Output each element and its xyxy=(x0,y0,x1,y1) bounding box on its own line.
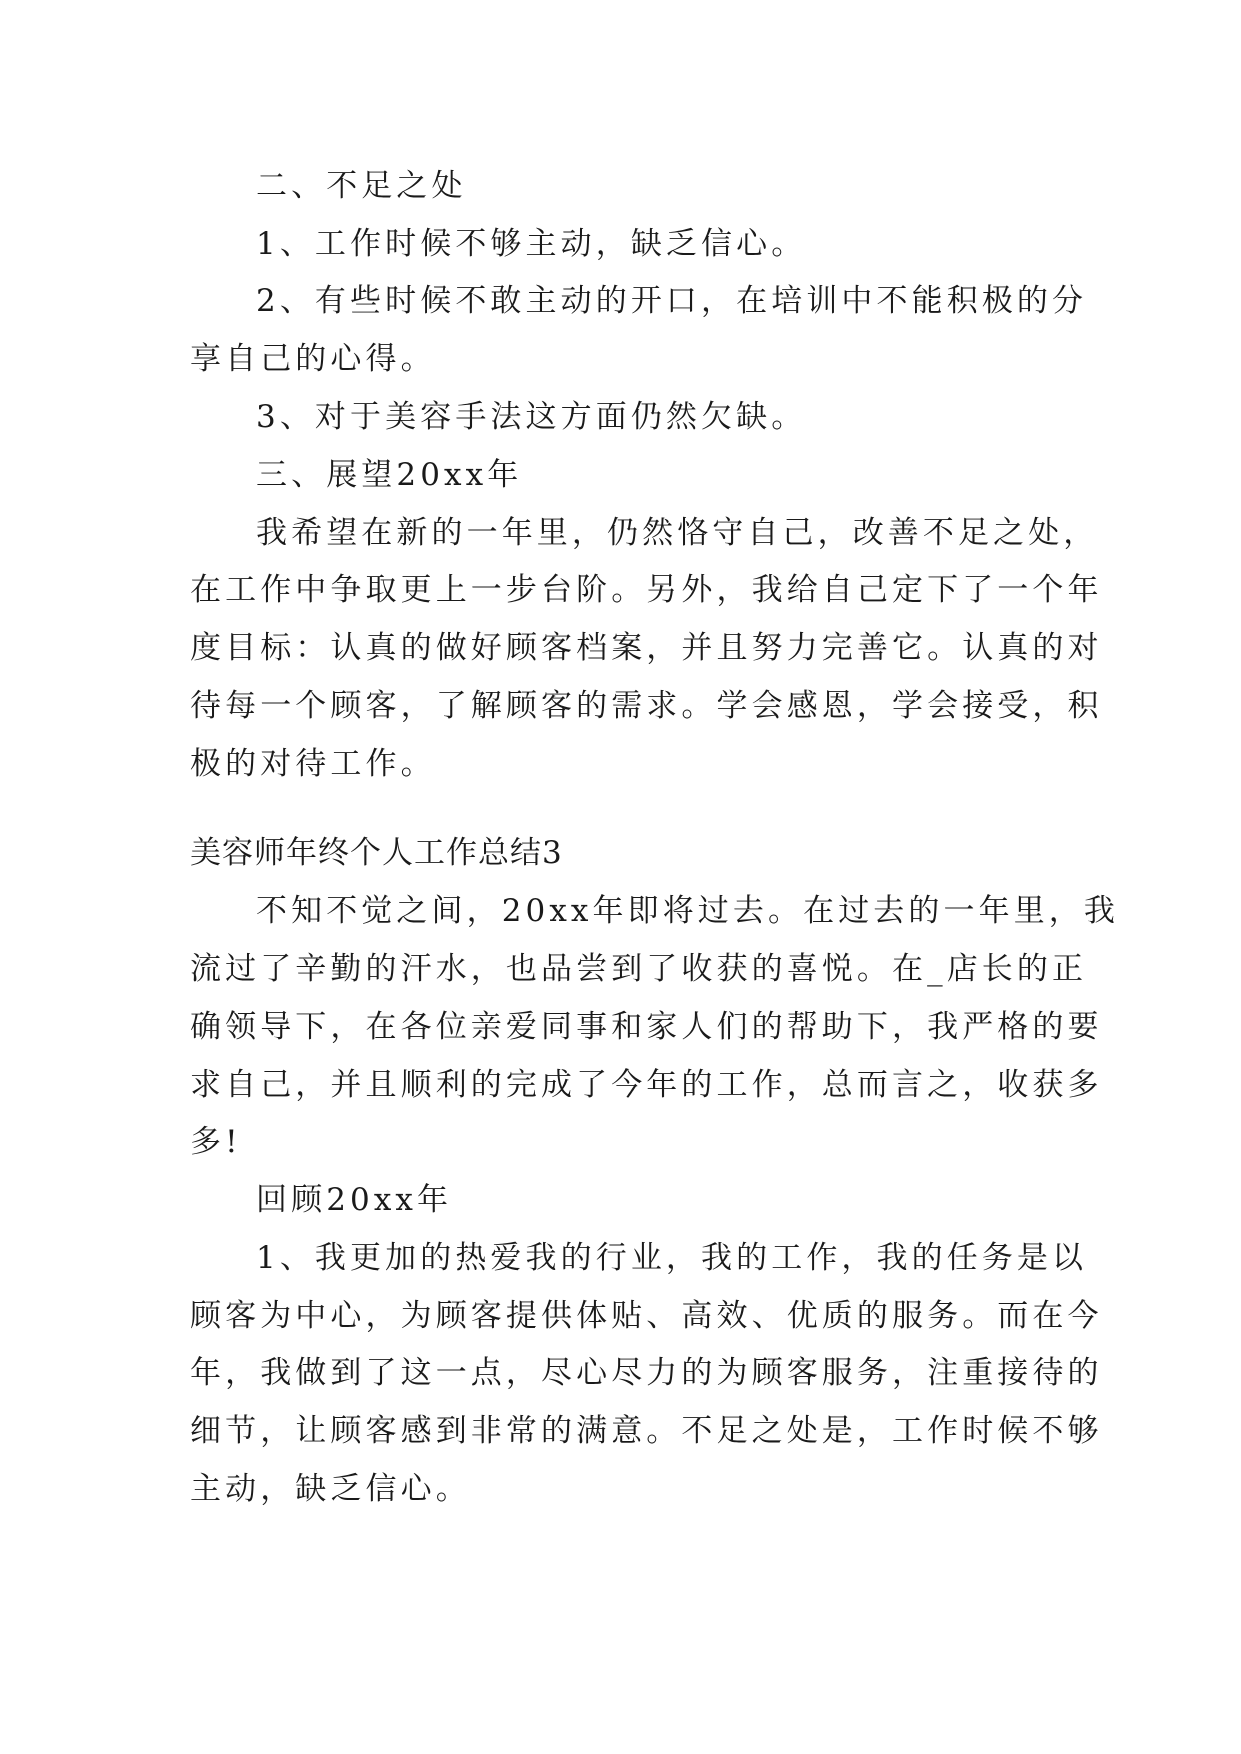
paragraph-line: 多! xyxy=(190,1124,242,1160)
paragraph-line: 确领导下，在各位亲爱同事和家人们的帮助下，我严格的要 xyxy=(190,1009,1103,1045)
paragraph-line: 3、对于美容手法这方面仍然欠缺。 xyxy=(256,399,807,435)
paragraph-line: 1、工作时候不够主动，缺乏信心。 xyxy=(256,226,807,262)
paragraph-line: 求自己，并且顺利的完成了今年的工作，总而言之，收获多 xyxy=(190,1067,1103,1103)
section-heading-review: 回顾20xx年 xyxy=(256,1182,453,1218)
paragraph-line: 2、有些时候不敢主动的开口，在培训中不能积极的分 xyxy=(256,283,1088,319)
paragraph-line: 不知不觉之间，20xx年即将过去。在过去的一年里，我 xyxy=(256,893,1120,929)
section-heading-outlook: 三、展望20xx年 xyxy=(256,457,523,493)
paragraph-line: 在工作中争取更上一步台阶。另外，我给自己定下了一个年 xyxy=(190,572,1103,608)
paragraph-line: 主动，缺乏信心。 xyxy=(190,1471,471,1507)
paragraph-line: 极的对待工作。 xyxy=(190,746,436,782)
paragraph-line: 享自己的心得。 xyxy=(190,341,436,377)
paragraph-line: 我希望在新的一年里，仍然恪守自己，改善不足之处， xyxy=(256,515,1099,551)
paragraph-line: 年，我做到了这一点，尽心尽力的为顾客服务，注重接待的 xyxy=(190,1355,1103,1391)
document-title: 美容师年终个人工作总结3 xyxy=(190,835,563,871)
paragraph-line: 待每一个顾客，了解顾客的需求。学会感恩，学会接受，积 xyxy=(190,688,1103,724)
paragraph-line: 度目标：认真的做好顾客档案，并且努力完善它。认真的对 xyxy=(190,630,1103,666)
paragraph-line: 顾客为中心，为顾客提供体贴、高效、优质的服务。而在今 xyxy=(190,1298,1103,1334)
section-heading-shortcomings: 二、不足之处 xyxy=(256,168,467,204)
paragraph-line: 流过了辛勤的汗水，也品尝到了收获的喜悦。在_店长的正 xyxy=(190,951,1088,987)
paragraph-line: 1、我更加的热爱我的行业，我的工作，我的任务是以 xyxy=(256,1240,1088,1276)
paragraph-line: 细节，让顾客感到非常的满意。不足之处是，工作时候不够 xyxy=(190,1413,1103,1449)
